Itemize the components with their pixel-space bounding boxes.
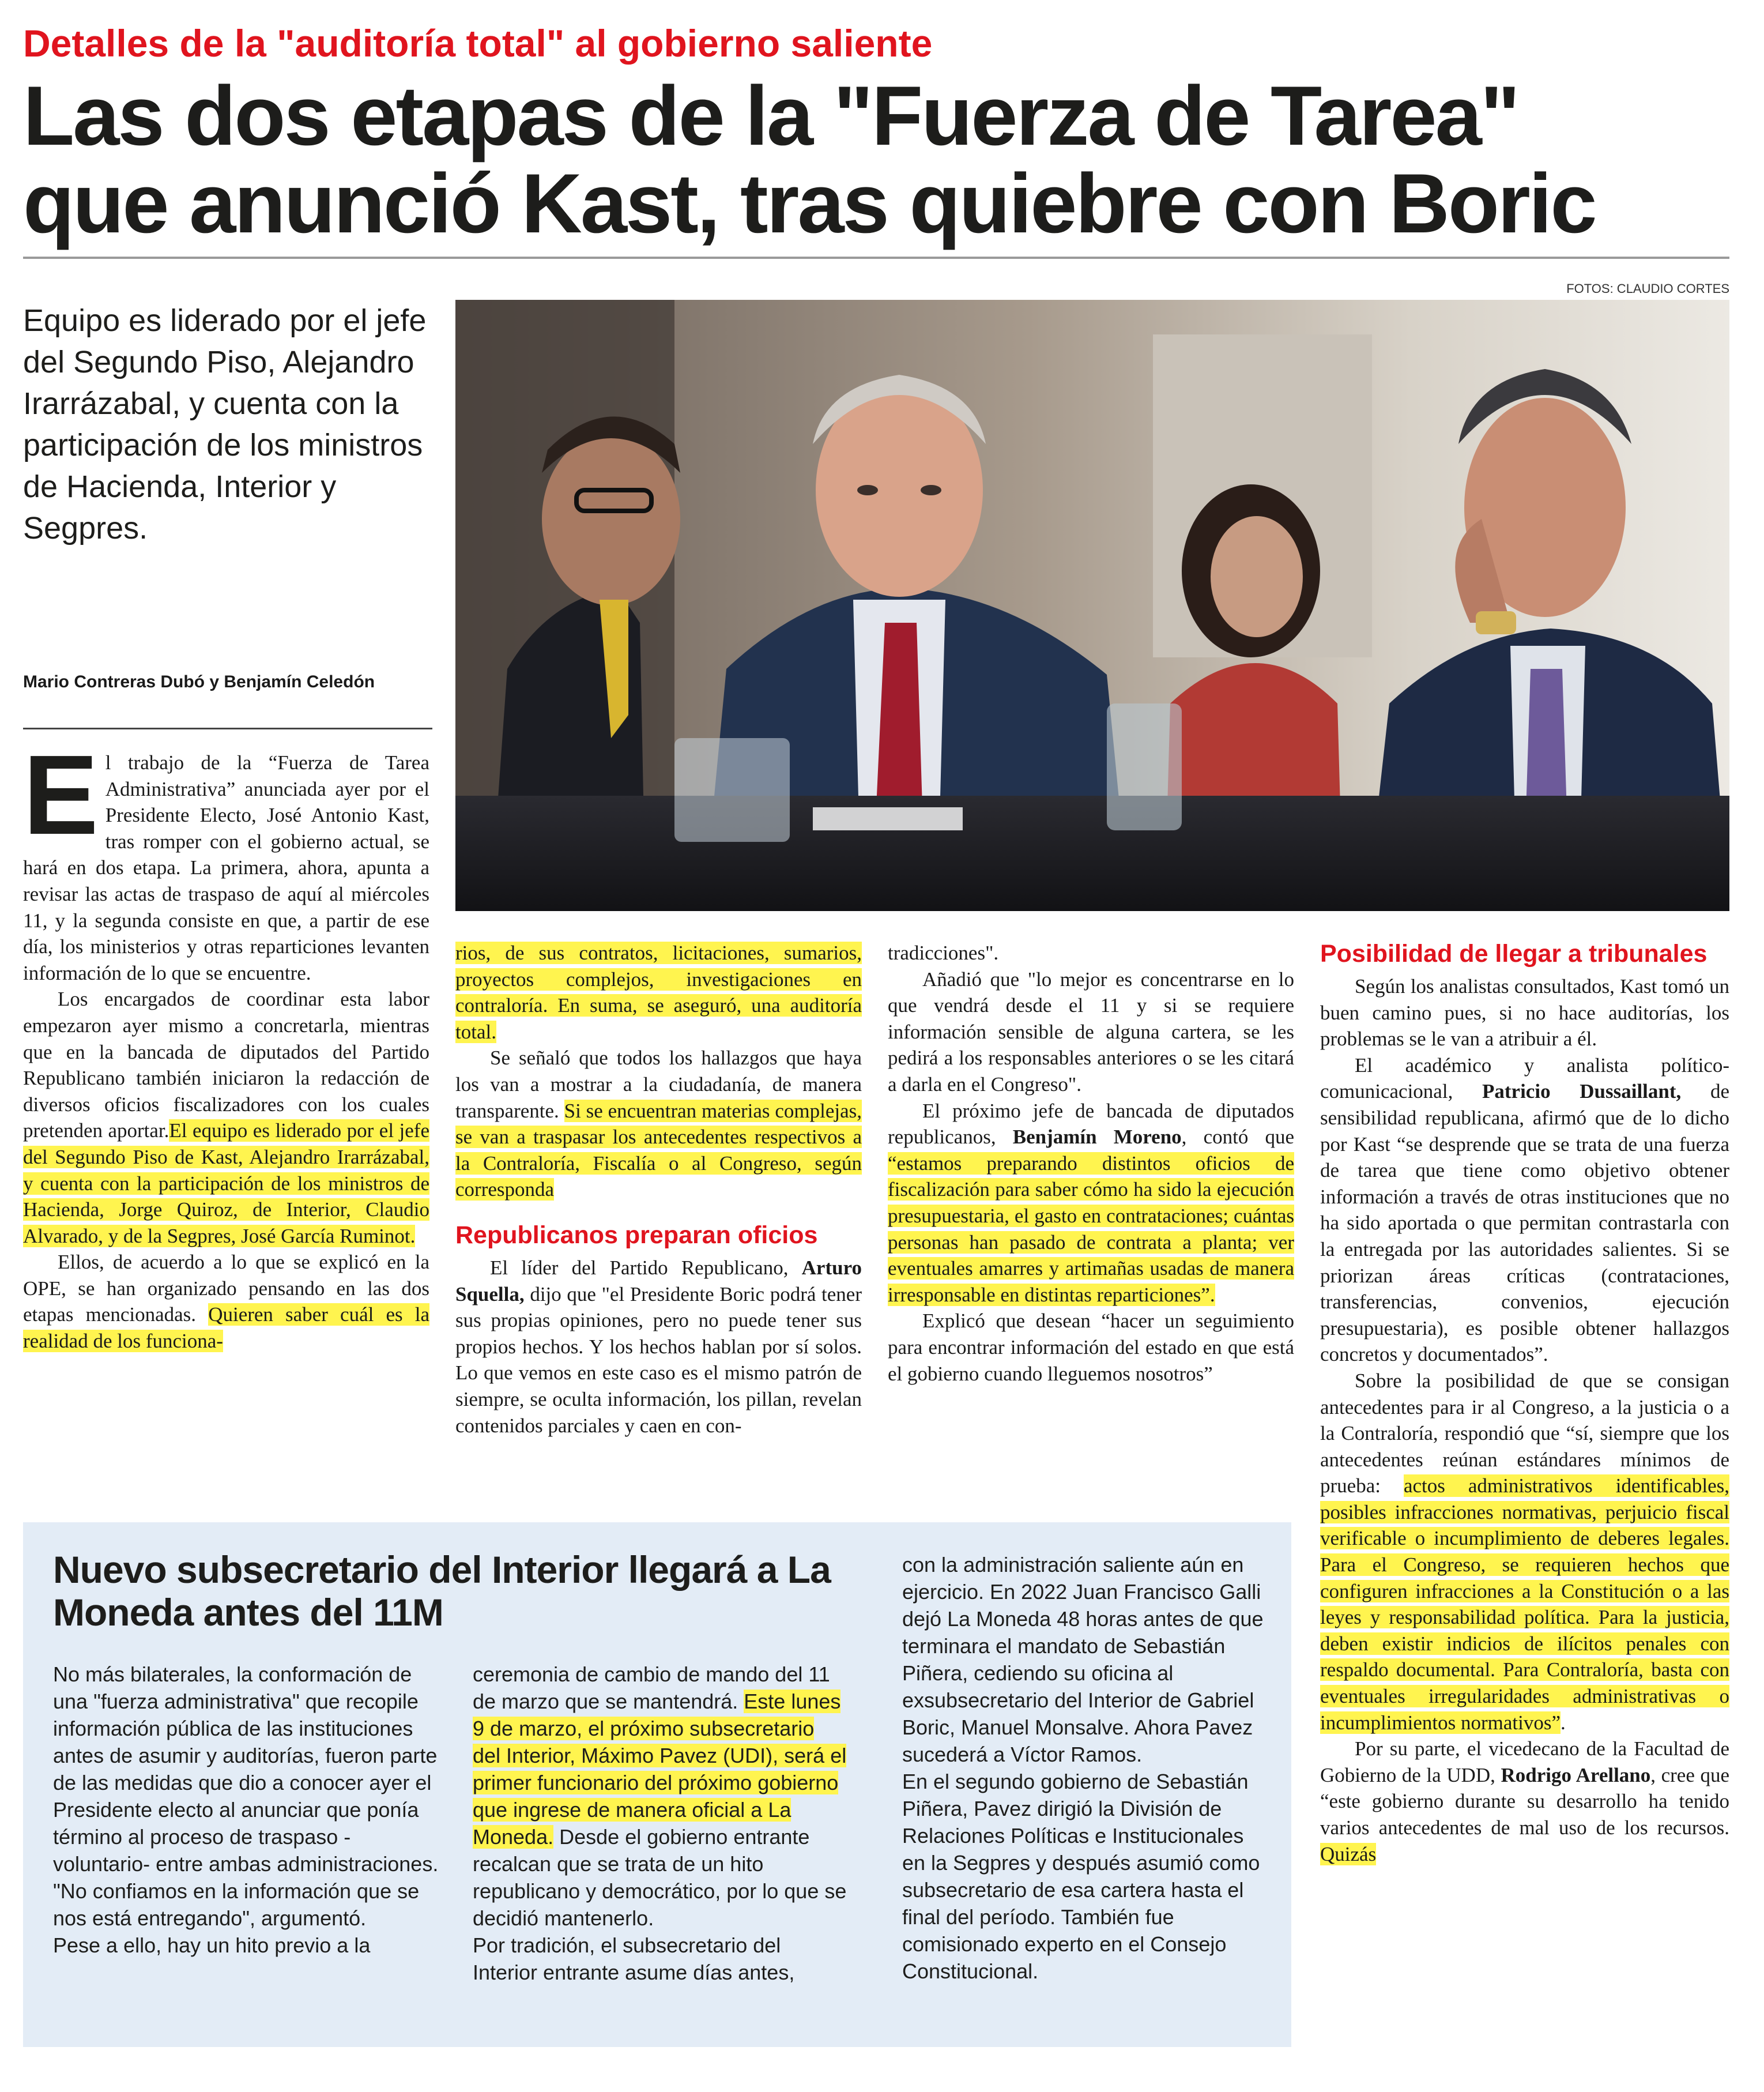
- paragraph: El trabajo de la “Fuerza de Tarea Administrativa” anunciada ayer por el Presidente Electo, José Antonio Kast, tras romper con el gobierno actual, se hará en dos etapa. La primera, ahora, apunta a revisar las actas de traspaso de aquí al miércoles 11, y la segunda consiste en que, a partir de ese día, los ministerios y otras reparticiones levanten información de lo que se encuentre.: [23, 732, 429, 984]
- paragraph: con la administración saliente aún en ejercicio. En 2022 Juan Francisco Galli dejó La Moneda 48 horas antes de que terminara el mandato de Sebastián Piñera, cediendo su oficina al exsubsecretario del Interior de Gabriel Boric, Manuel Monsalve. Ahora Pavez sucederá a Víctor Ramos.: [902, 1553, 1264, 1766]
- paragraph: En el segundo gobierno de Sebastián Piñera, Pavez dirigió la División de Relaciones Políticas e Institucionales en la Segpres y después asumió como subsecretario de esa cartera hasta el final del período. También fue comisionado experto en el Consejo Constitucional.: [902, 1770, 1260, 1983]
- headline: [23, 69, 1729, 250]
- highlighted-text: actos administrativos identificables, posibles infracciones normativas, perjuicio fiscal verificable o incumplimiento de deberes legales. Para el Congreso, se requieren hechos que configuren infracciones a la Constitución o a las leyes y responsabilidad política. Para la justicia, deben existir indicios de ilícitos penales con respaldo documental. Para Contraloría, basta con eventuales irregularidades administrativas o incumplimientos normativos”: [1320, 1474, 1729, 1734]
- paragraph: Según los analistas consultados, Kast tomó un buen camino pues, si no hace auditorías, los problemas se le van a atribuir a él.: [1320, 975, 1729, 1051]
- paragraph: Los encargados de coordinar esta labor empezaron ayer mismo a concretarla, mientras que en la bancada de diputados del Partido Republicano también iniciaron la redacción de diversos oficios fiscalizadores con los cuales pretenden aportar.El equipo es liderado por el jefe del Segundo Piso de Kast, Alejandro Irarrázabal, y cuenta con la participación de los ministros de Hacienda, Jorge Quiroz, de Interior, Claudio Alvarado, y de la Segpres, José García Ruminot.: [23, 988, 430, 1247]
- person-name: Arturo Squella,: [455, 1256, 862, 1305]
- headline-line-1: Las dos etapas de la "Fuerza de Tarea": [23, 69, 1518, 163]
- paragraph: Por su parte, el vicedecano de la Facultad de Gobierno de la UDD, Rodrigo Arellano, cree que “este gobierno durante su desarrollo ha tenido varios antecedentes de mal uso de los recursos. Quizás: [1320, 1737, 1730, 1865]
- paragraph: tradicciones".: [888, 942, 999, 964]
- highlighted-text: Si se encuentran materias complejas, se van a traspasar los antecedentes respectivos a la Contraloría, Fiscalía o al Congreso, según corresponda: [455, 1099, 862, 1201]
- highlighted-text: Quizás: [1320, 1842, 1377, 1865]
- paragraph: [455, 940, 862, 1045]
- paragraph: Ellos, de acuerdo a lo que se explicó en la OPE, se han organizado pensando en las dos etapas mencionadas. Quieren saber cuál es la realidad de los funciona-: [23, 1251, 430, 1353]
- news-photo: [455, 300, 1729, 911]
- drop-cap: E: [23, 732, 99, 858]
- paragraph: El líder del Partido Republicano, Arturo Squella, dijo que "el Presidente Boric podrá tener sus propias opiniones, pero no puede tener sus propios hechos. Y los hechos hablan por sí solos. Lo que vemos en este caso es el mismo patrón de siempre, se oculta información, los pillan, revelan contenidos parciales y caen en con-: [455, 1256, 862, 1437]
- highlighted-text: Quieren saber cuál es la realidad de los funciona-: [23, 1303, 430, 1353]
- person-name: Benjamín Moreno: [1012, 1126, 1182, 1149]
- paragraph: Se señaló que todos los hallazgos que haya los van a mostrar a la ciudadanía, de manera transparente. Si se encuentran materias complejas, se van a traspasar los antecedentes respectivos a la Contraloría, Fiscalía o al Congreso, según corresponda: [455, 1047, 862, 1201]
- paragraph: No más bilaterales, la conformación de una "fuerza administrativa" que recopile información pública de las instituciones antes de asumir y auditorías, fueron parte de las medidas que dio a conocer ayer el Presidente electo al anunciar que ponía término al proceso de traspaso -voluntario- entre ambas administraciones. "No confiamos en la información que se nos está entregando", argumentó.: [53, 1662, 439, 1930]
- sidebar-column-1: [53, 1661, 445, 1959]
- article-column-3: [888, 940, 1294, 1387]
- sidebar-title: Nuevo subsecretario del Interior llegará a La Moneda antes del 11M: [53, 1548, 831, 1634]
- section-subhead: Republicanos preparan oficios: [455, 1221, 818, 1249]
- person-name: Patricio Dussaillant,: [1482, 1080, 1682, 1103]
- sidebar-column-3: [902, 1551, 1271, 1985]
- paragraph: Añadió que "lo mejor es concentrarse en lo que vendrá desde el 11 y si se requiere información sensible de alguna cartera, se les pedirá a los responsables anteriores o se les citará a darla en el Congreso".: [888, 968, 1294, 1096]
- article-column-4: [1320, 940, 1729, 1867]
- headline-line-2: que anunció Kast, tras quiebre con Boric: [23, 156, 1596, 250]
- sidebar-column-2: [473, 1661, 847, 1986]
- highlighted-text: “estamos preparando distintos oficios de fiscalización para saber cómo ha sido la ejecución presupuestaria, el gasto en contrataciones; cuántas personas han pasado de contrata a planta; ver eventuales amarres y artimañas usadas de manera irresponsable en distintas reparticiones”.: [888, 1152, 1294, 1306]
- photo-credit: FOTOS: CLAUDIO CORTES: [1566, 281, 1729, 296]
- section-subhead: Posibilidad de llegar a tribunales: [1320, 940, 1708, 968]
- paragraph: Explicó que desean “hacer un seguimiento para encontrar información del estado en que está el gobierno cuando lleguemos nosotros”: [888, 1310, 1294, 1385]
- article-column-1: [23, 732, 430, 1354]
- highlighted-text: rios, de sus contratos, licitaciones, sumarios, proyectos complejos, investigaciones en contraloría. En suma, se aseguró, una auditoría total.: [455, 942, 862, 1043]
- byline: Mario Contreras Dubó y Benjamín Celedón: [23, 672, 375, 691]
- paragraph: Por tradición, el subsecretario del Interior entrante asume días antes,: [473, 1933, 795, 1984]
- article-column-2: [455, 940, 862, 1439]
- highlighted-text: Este lunes 9 de marzo, el próximo subsecretario del Interior, Máximo Pavez (UDI), será el primer funcionario del próximo gobierno que ingrese de manera oficial a La Moneda.: [473, 1690, 847, 1849]
- paragraph: El próximo jefe de bancada de diputados republicanos, Benjamín Moreno, contó que “estamos preparando distintos oficios de fiscalización para saber cómo ha sido la ejecución presupuestaria, el gasto en contrataciones; cuántas personas han pasado de contrata a planta; ver eventuales amarres y artimañas usadas de manera irresponsable en distintas reparticiones”.: [888, 1099, 1295, 1306]
- lead-summary: Equipo es liderado por el jefe del Segundo Piso, Alejandro Irarrázabal, y cuenta con la participación de los ministros de Hacienda, Interior y Segpres.: [23, 303, 427, 545]
- highlighted-text: El equipo es liderado por el jefe del Segundo Piso de Kast, Alejandro Irarrázabal, y cuenta con la participación de los ministros de Hacienda, Jorge Quiroz, de Interior, Claudio Alvarado, y de la Segpres, José García Ruminot.: [23, 1119, 430, 1247]
- paragraph: El académico y analista político-comunicacional, Patricio Dussaillant, de sensibilidad republicana, afirmó que de lo dicho por Kast “se desprende que se trata de una fuerza de tarea que tiene como objetivo obtener información a través de otras instituciones que no ha sido aportada o que permitan contrastarla con la entregada por las autoridades salientes. Si se priorizan áreas críticas (contrataciones, transferencias, convenios, ejecución presupuestaria), es posible obtener hallazgos concretos y documentados”.: [1320, 1053, 1730, 1366]
- paragraph: Pese a ello, hay un hito previo a la: [53, 1933, 371, 1957]
- kicker: Detalles de la "auditoría total" al gobierno saliente: [23, 22, 933, 65]
- paragraph: Sobre la posibilidad de que se consigan antecedentes para ir al Congreso, a la justicia o a la Contraloría, respondió que “sí, siempre que los antecedentes reúnan estándares mínimos de prueba: actos administrativos identificables, posibles infracciones normativas, perjuicio fiscal verificable o incumplimiento de deberes legales. Para el Congreso, se requieren hechos que configuren infracciones a la Constitución o a las leyes y responsabilidad política. Para la justicia, deben existir indicios de ilícitos penales con respaldo documental. Para Contraloría, basta con eventuales irregularidades administrativas o incumplimientos normativos”.: [1320, 1369, 1729, 1734]
- headline-divider: [23, 257, 1729, 259]
- person-name: Rodrigo Arellano: [1501, 1763, 1651, 1786]
- byline-divider: [23, 728, 432, 729]
- paragraph: ceremonia de cambio de mando del 11 de marzo que se mantendrá. Este lunes 9 de marzo, el próximo subsecretario del Interior, Máximo Pavez (UDI), será el primer funcionario del próximo gobierno que ingrese de manera oficial a La Moneda. Desde el gobierno entrante recalcan que se trata de un hito republicano y democrático, por lo que se decidió mantenerlo.: [473, 1662, 847, 1930]
